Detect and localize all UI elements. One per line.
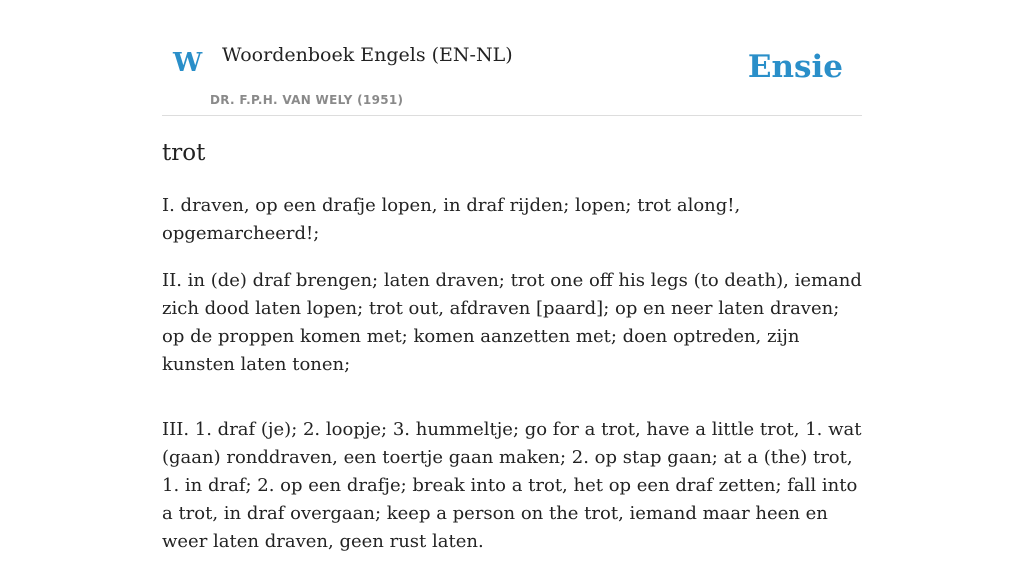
headword: trot [162, 140, 206, 166]
dictionary-title-link[interactable]: Woordenboek Engels (EN-NL) [222, 44, 513, 66]
sense-3: III. 1. draf (je); 2. loopje; 3. hummeltje; go for a trot, have a little trot, 1. wat (gaan) ronddraven, een toertje gaan maken; 2. op stap gaan; at a (the) trot, 1. in draf; 2. op een drafje; break into a trot, het op een draf zetten; fall into a trot, in draf overgaan; keep a person on the trot, iemand maar heen en weer laten draven, geen rust laten. [162, 419, 862, 552]
dictionary-header [162, 0, 862, 116]
dictionary-author: DR. F.P.H. VAN WELY (1951) [210, 93, 404, 107]
ensie-logo[interactable]: Ensie [747, 49, 843, 85]
page [162, 0, 862, 552]
dictionary-logo-icon[interactable]: W [173, 48, 203, 78]
sense-1: I. draven, op een drafje lopen, in draf rijden; lopen; trot along!, opgemarcheerd!; [162, 195, 741, 244]
definition-body [162, 192, 862, 575]
sense-2: II. in (de) draf brengen; laten draven; trot one off his legs (to death), iemand zich dood laten lopen; trot out, afdraven [paard]; op en neer laten draven; op de proppen komen met; komen aanzetten met; doen optreden, zijn kunsten laten tonen; [162, 270, 862, 375]
